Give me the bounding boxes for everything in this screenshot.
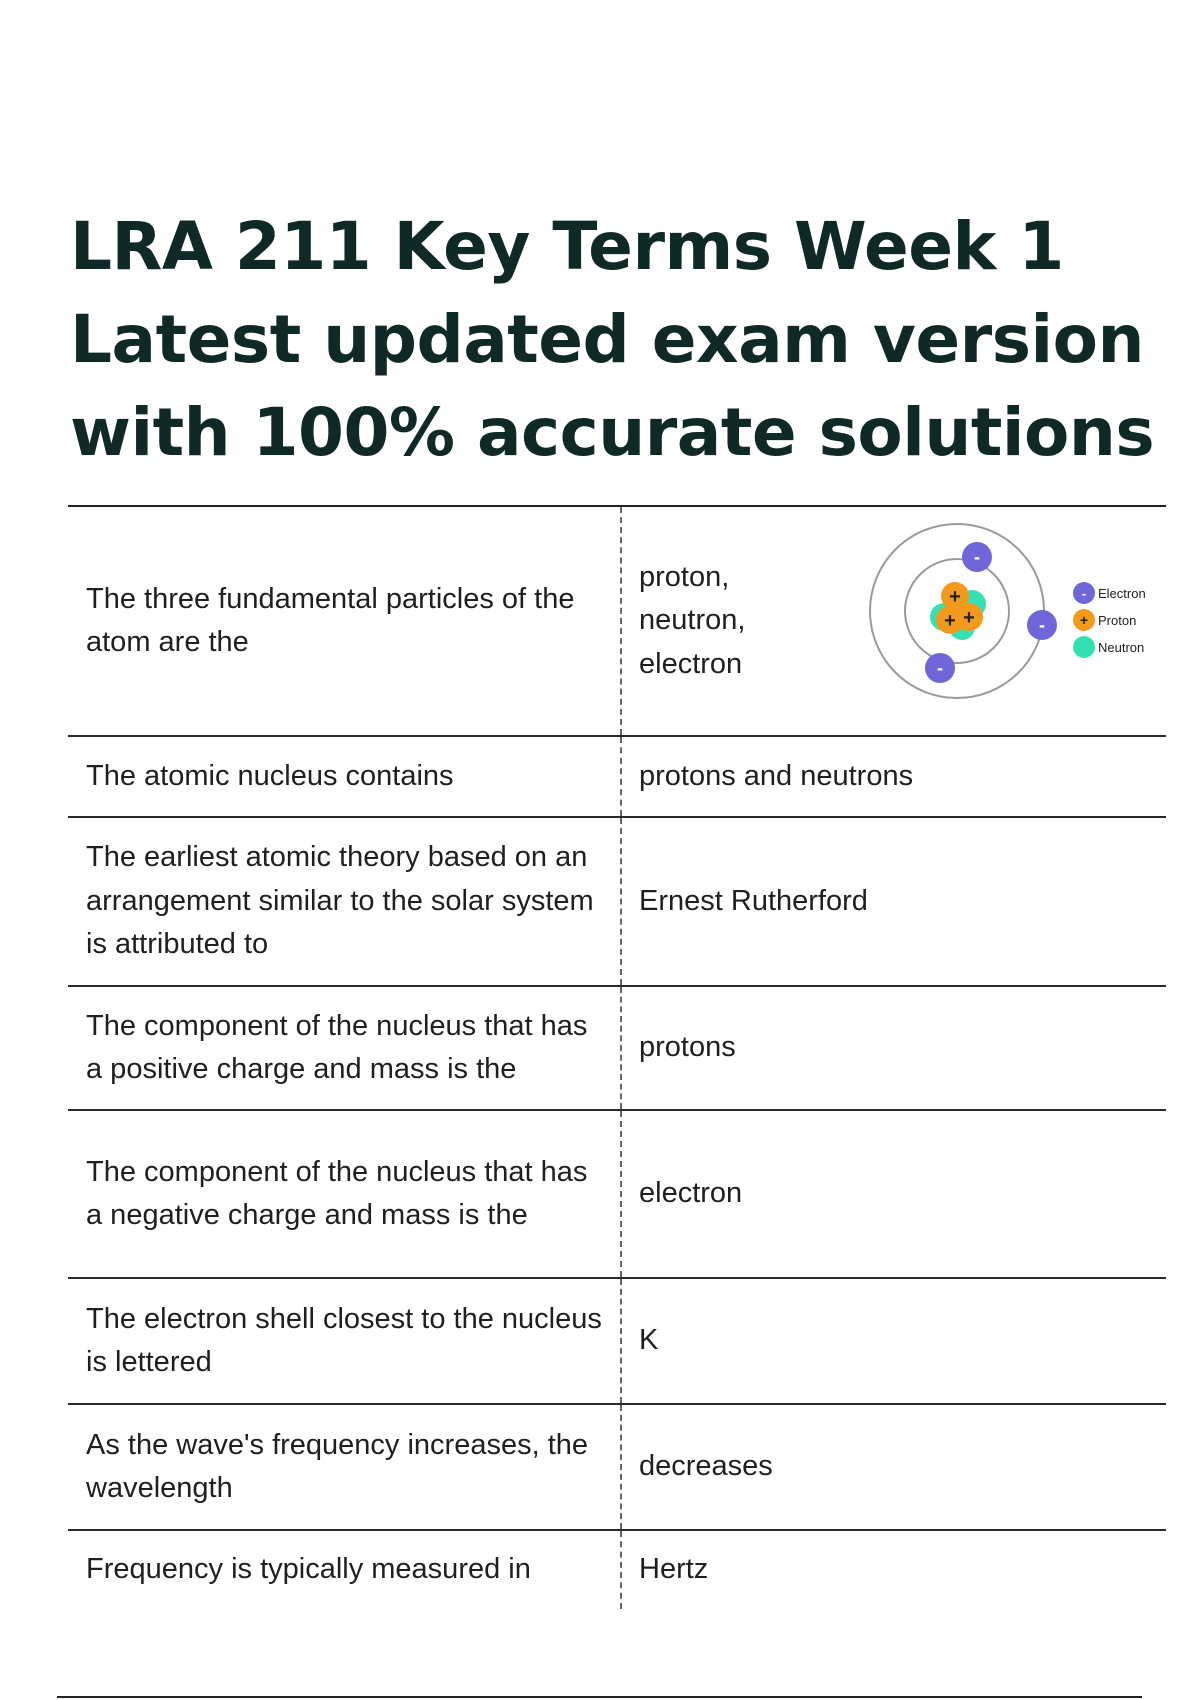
answer-cell	[620, 987, 1166, 1109]
proton-sign: +	[949, 586, 961, 608]
question-cell	[68, 818, 620, 985]
legend-proton-label: Proton	[1098, 613, 1137, 628]
electron-sign: -	[937, 658, 943, 678]
electron-3	[925, 653, 955, 683]
answer-line: neutron,	[639, 604, 746, 637]
answer-text: protons and neutrons	[639, 759, 914, 792]
legend-electron-label: Electron	[1098, 586, 1146, 601]
proton-sign: +	[963, 607, 975, 629]
table-row	[68, 987, 1166, 1111]
legend-proton-sign: +	[1079, 612, 1089, 628]
page-footer-rule	[57, 1696, 1142, 1698]
question-cell	[68, 1111, 620, 1277]
question-cell	[68, 507, 620, 735]
question-text: The earliest atomic theory based on an arrangement similar to the solar system is attributed to	[86, 841, 594, 961]
answer-text: decreases	[639, 1450, 773, 1483]
answer-text: electron	[639, 1177, 743, 1210]
question-text: The atomic nucleus contains	[86, 759, 454, 792]
table-row	[68, 737, 1166, 818]
table-row	[68, 507, 1166, 737]
answer-cell	[620, 818, 1166, 985]
answer-cell	[620, 737, 1166, 816]
electron-2	[1027, 610, 1057, 640]
proton-sign: +	[944, 610, 956, 632]
question-cell	[68, 987, 620, 1109]
table-row	[68, 818, 1166, 987]
key-terms-table	[68, 505, 1166, 1609]
answer-line: proton,	[639, 560, 730, 593]
nucleus	[930, 582, 986, 640]
answer-line: electron	[639, 647, 743, 680]
legend-neutron-swatch	[1073, 636, 1095, 658]
electron-sign: -	[1039, 615, 1045, 635]
electron-1	[962, 542, 992, 572]
electron-sign: -	[974, 547, 980, 567]
answer-text	[639, 556, 745, 687]
answer-text: protons	[639, 1031, 736, 1064]
answer-cell	[620, 507, 1166, 735]
atom-diagram	[862, 519, 1162, 709]
question-text: The component of the nucleus that has a negative charge and mass is the	[86, 1155, 588, 1231]
question-text: As the wave's frequency increases, the wavelength	[86, 1428, 589, 1504]
legend-neutron-label: Neutron	[1098, 640, 1145, 655]
answer-cell	[620, 1405, 1166, 1529]
question-cell	[68, 1531, 620, 1609]
answer-cell	[620, 1531, 1166, 1609]
table-row	[68, 1111, 1166, 1279]
document-title	[70, 200, 1155, 479]
atom-legend	[1073, 582, 1146, 658]
table-row	[68, 1531, 1166, 1609]
question-cell	[68, 1405, 620, 1529]
table-row	[68, 1405, 1166, 1531]
question-text: Frequency is typically measured in	[86, 1553, 531, 1586]
title-line-3: with 100% accurate solutions	[70, 394, 1155, 471]
title-line-2: Latest updated exam version	[70, 301, 1144, 378]
title-line-1: LRA 211 Key Terms Week 1	[70, 208, 1064, 285]
answer-text: K	[639, 1324, 659, 1357]
answer-text: Hertz	[639, 1553, 709, 1586]
question-text: The component of the nucleus that has a positive charge and mass is the	[86, 1009, 588, 1085]
answer-text: Ernest Rutherford	[639, 884, 868, 917]
question-cell	[68, 737, 620, 816]
question-cell	[68, 1279, 620, 1403]
answer-cell	[620, 1111, 1166, 1277]
table-row	[68, 1279, 1166, 1405]
legend-electron-sign: -	[1081, 586, 1087, 601]
answer-cell	[620, 1279, 1166, 1403]
question-text: The electron shell closest to the nucleus is lettered	[86, 1302, 602, 1378]
question-text: The three fundamental particles of the atom are the	[86, 582, 575, 658]
